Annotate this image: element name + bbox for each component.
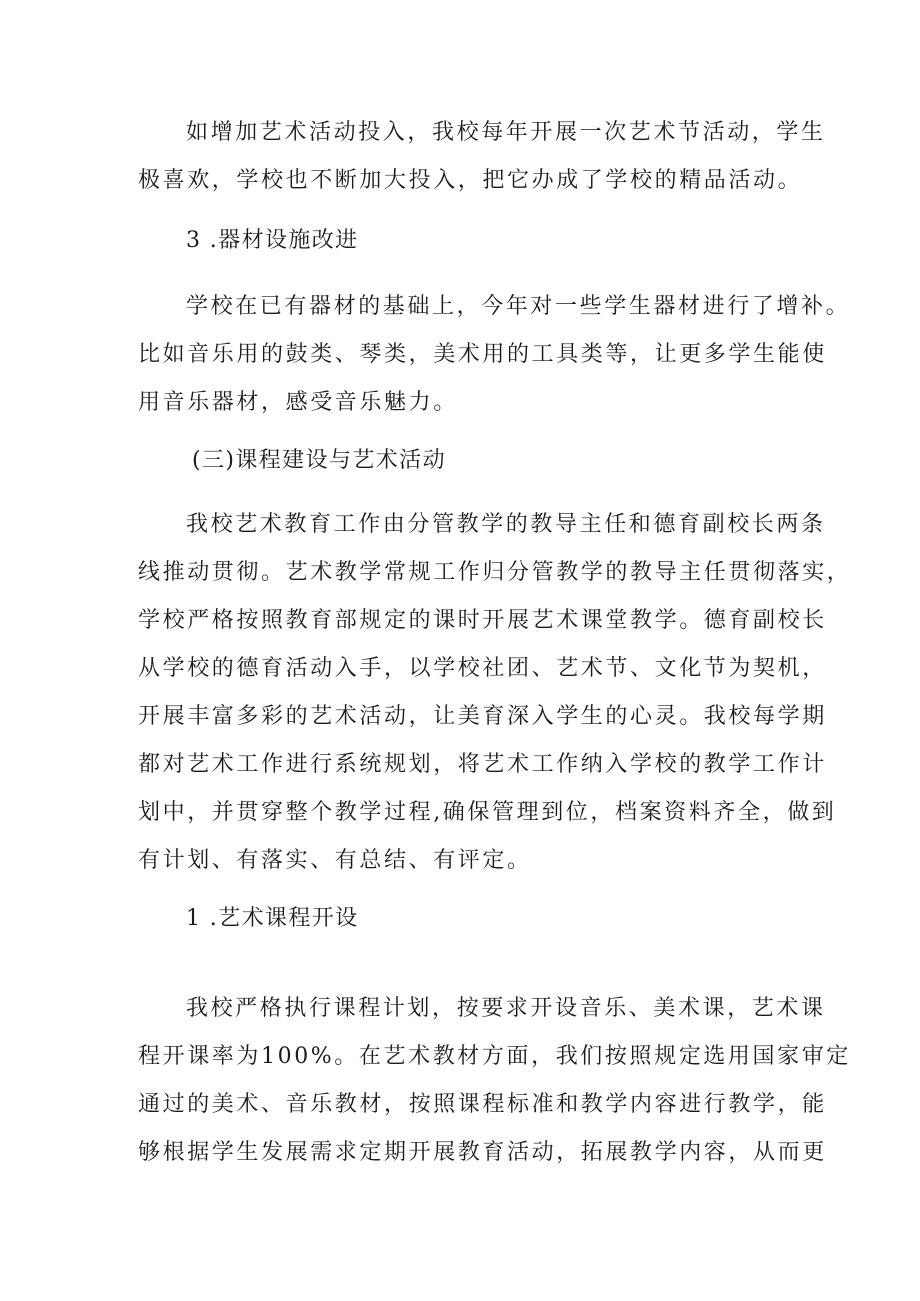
paragraph-line: 用音乐器材，感受音乐魅力。 [138,390,458,415]
section-heading-courses: 1 .艺术课程开设 [186,906,359,931]
paragraph-line: 通过的美术、音乐教材，按照课程标准和教学内容进行教学，能 [138,1092,827,1117]
paragraph-line: 都对艺术工作进行系统规划，将艺术工作纳入学校的教学工作计 [138,752,827,777]
paragraph-line: 从学校的德育活动入手，以学校社团、艺术节、文化节为契机， [138,656,827,681]
paragraph-line: 我校严格执行课程计划，按要求开设音乐、美术课，艺术课 [186,996,826,1021]
paragraph-line: 开展丰富多彩的艺术活动，让美育深入学生的心灵。我校每学期 [138,704,827,729]
paragraph-line: 如增加艺术活动投入，我校每年开展一次艺术节活动，学生 [186,120,826,145]
paragraph-line: 划中，并贯穿整个教学过程,确保管理到位，档案资料齐全，做到 [138,800,837,825]
paragraph-line: 学校严格按照教育部规定的课时开展艺术课堂教学。德育副校长 [138,608,827,633]
paragraph-line: 程开课率为100%。在艺术教材方面，我们按照规定选用国家审定 [138,1044,851,1069]
section-heading-curriculum: (三)课程建设与艺术活动 [192,448,446,473]
paragraph-line: 线推动贯彻。艺术教学常规工作归分管教学的教导主任贯彻落实， [138,560,852,585]
paragraph-line: 学校在已有器材的基础上，今年对一些学生器材进行了增补。 [186,294,851,319]
paragraph-line: 有计划、有落实、有总结、有评定。 [138,848,532,873]
paragraph-line: 够根据学生发展需求定期开展教育活动，拓展教学内容，从而更 [138,1140,827,1165]
section-heading-equipment: 3 .器材设施改进 [186,228,359,253]
paragraph-line: 我校艺术教育工作由分管教学的教导主任和德育副校长两条 [186,512,826,537]
paragraph-line: 比如音乐用的鼓类、琴类，美术用的工具类等，让更多学生能使 [138,342,827,367]
paragraph-line: 极喜欢，学校也不断加大投入，把它办成了学校的精品活动。 [138,168,803,193]
